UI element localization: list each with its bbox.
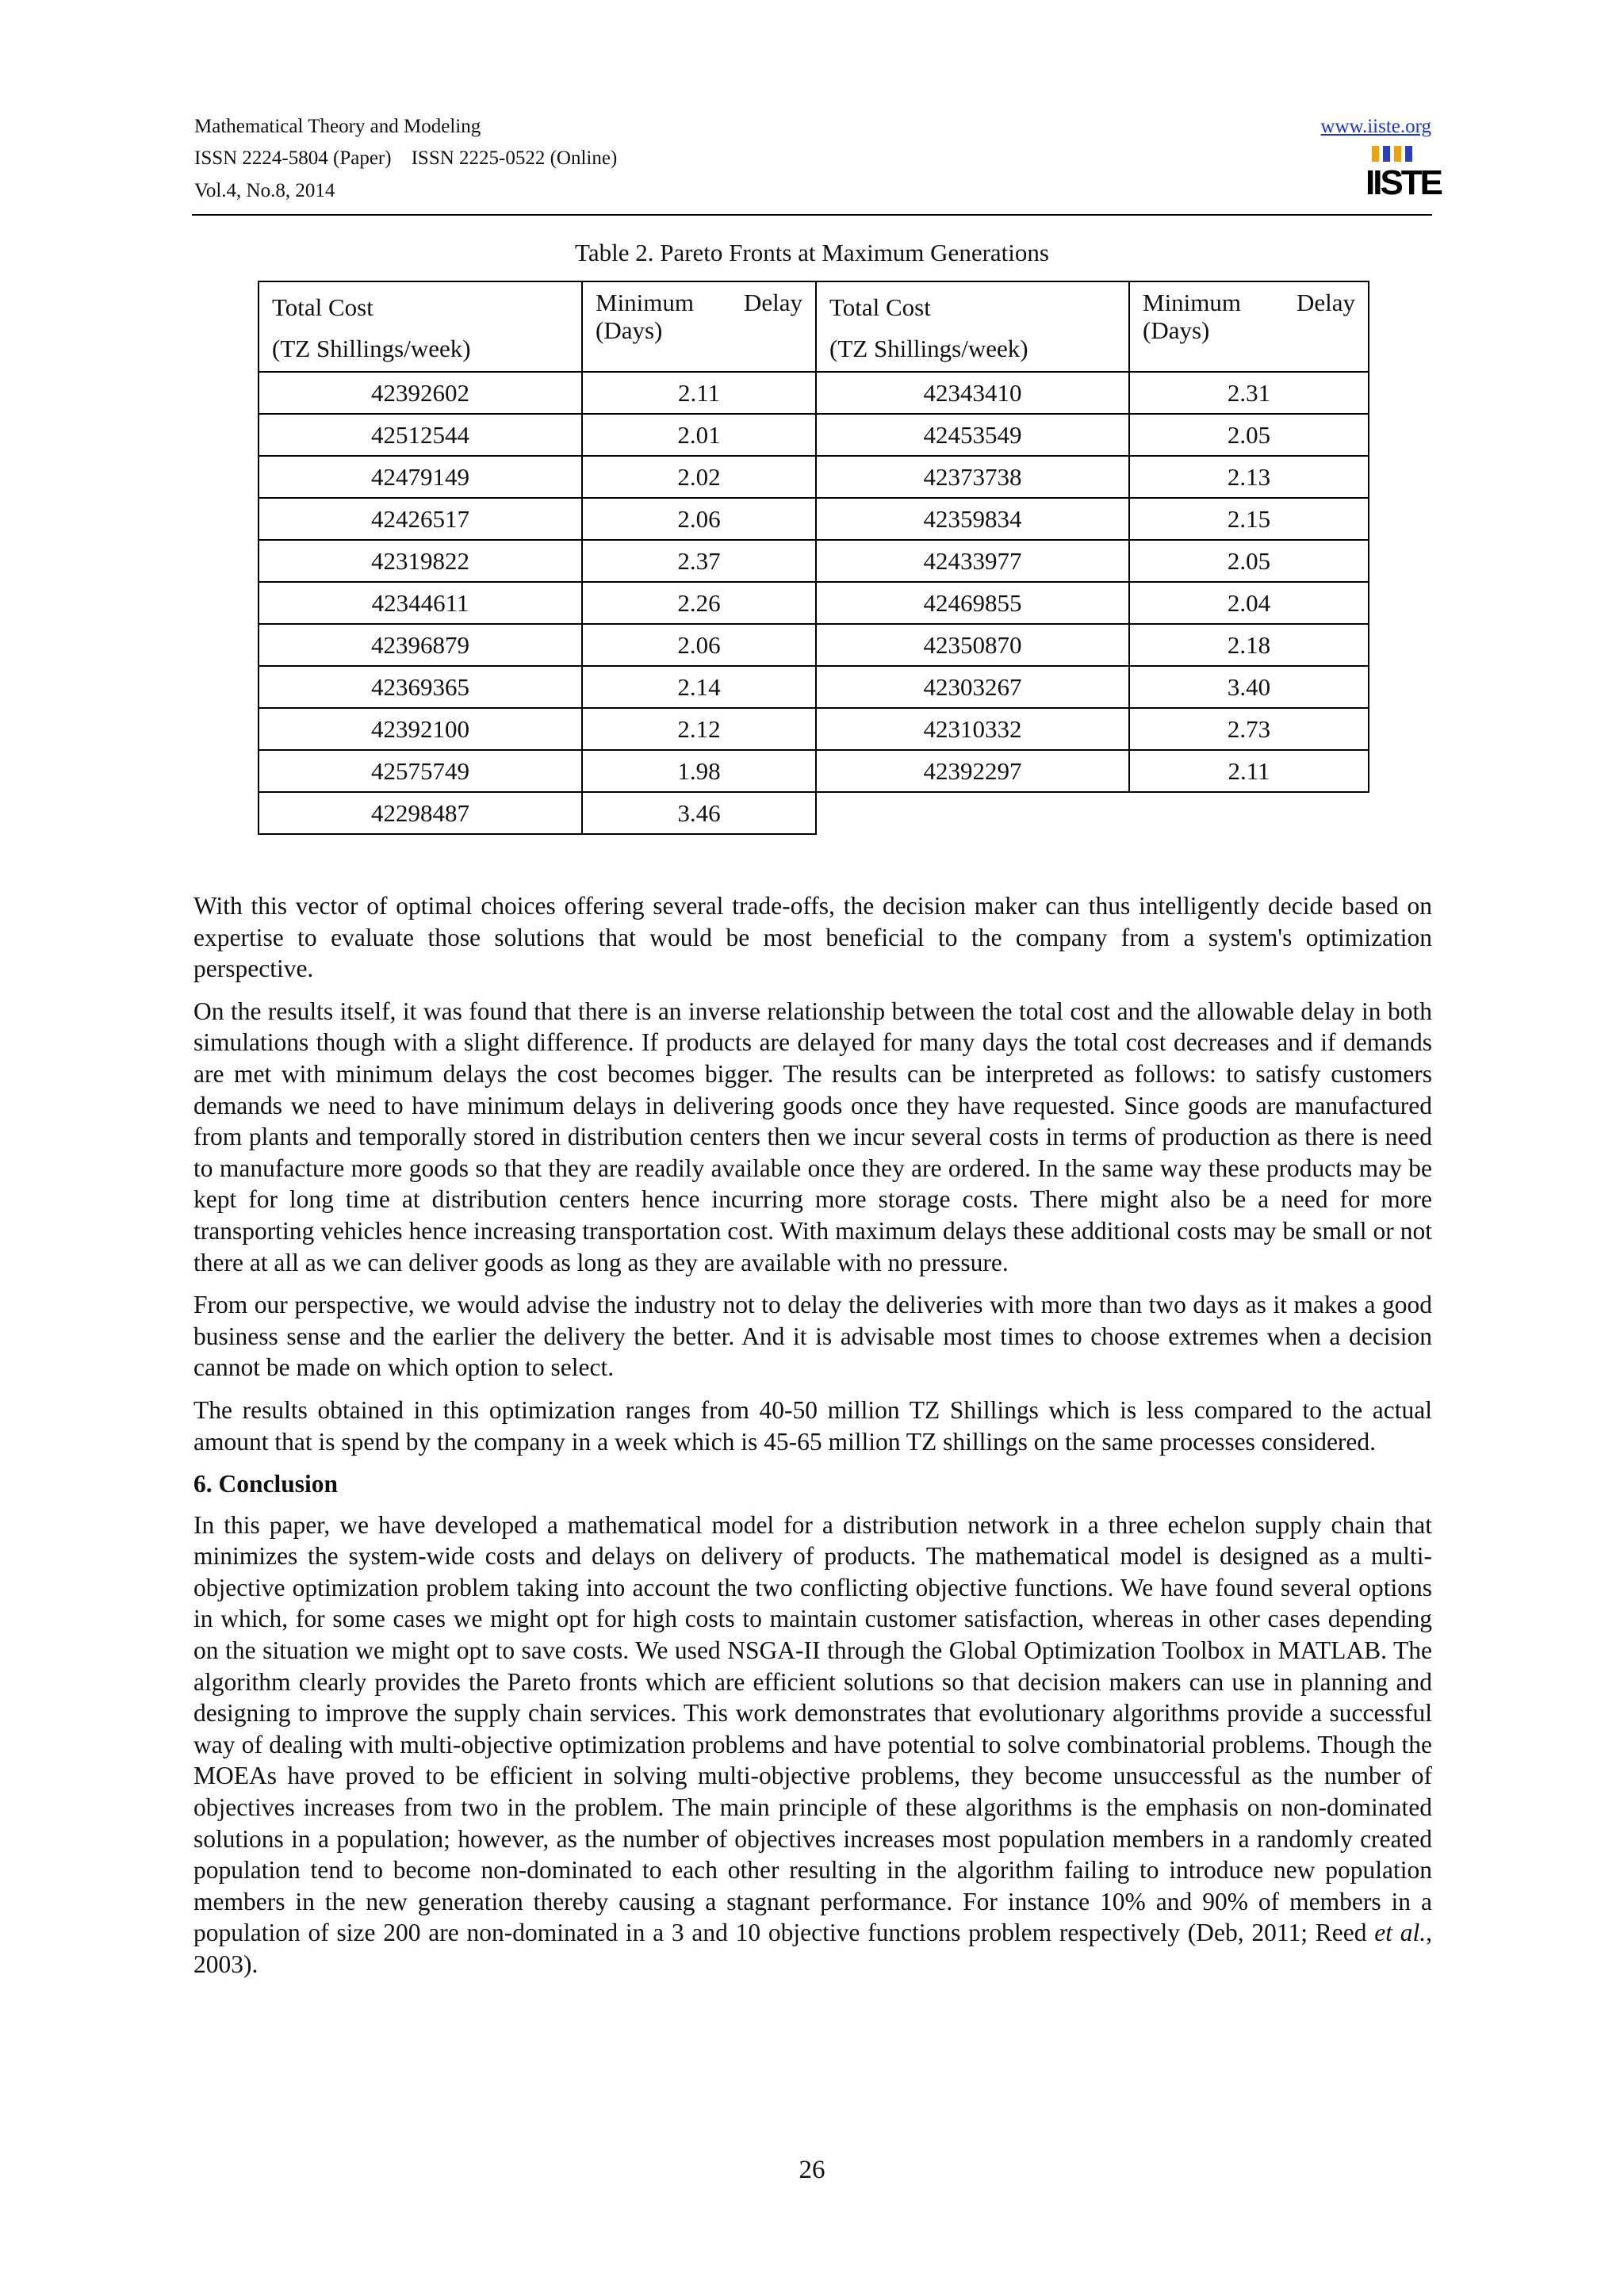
table-row	[259, 456, 1369, 498]
cost-cell: 42392100	[259, 708, 582, 750]
cost-cell: 42359834	[816, 498, 1129, 540]
volume-line: Vol.4, No.8, 2014	[194, 180, 335, 201]
empty-cell	[1129, 792, 1369, 834]
delay-cell: 2.31	[1129, 372, 1369, 414]
header-minimum-delay	[582, 281, 816, 372]
logo-bar	[1394, 146, 1401, 162]
issn-line: ISSN 2224-5804 (Paper) ISSN 2225-0522 (Online)	[194, 147, 618, 169]
cost-cell: 42433977	[816, 540, 1129, 582]
header-total-cost	[259, 281, 582, 372]
delay-cell: 2.11	[1129, 750, 1369, 792]
page-number: 26	[799, 2156, 825, 2184]
table-row	[259, 708, 1369, 750]
table-row	[259, 498, 1369, 540]
iiste-logo	[1365, 143, 1442, 206]
delay-cell: 2.12	[582, 708, 816, 750]
logo-bars	[1372, 146, 1412, 162]
delay-cell: 2.05	[1129, 540, 1369, 582]
cost-cell: 42350870	[816, 624, 1129, 666]
header-delay-word2: Delay	[1296, 289, 1355, 316]
table-row	[259, 540, 1369, 582]
table-row	[259, 624, 1369, 666]
delay-cell: 2.11	[582, 372, 816, 414]
cost-cell: 42469855	[816, 582, 1129, 624]
delay-cell: 2.04	[1129, 582, 1369, 624]
cost-cell: 42298487	[259, 792, 582, 834]
paragraph-tradeoffs: With this vector of optimal choices offering several trade-offs, the decision maker can thus intelligently decide based on expertise to evaluate those solutions that would be most beneficial to the company from a system's optimization perspective.	[193, 892, 1432, 983]
cost-cell: 42369365	[259, 666, 582, 708]
body-text	[193, 890, 1432, 1992]
delay-cell: 2.37	[582, 540, 816, 582]
delay-cell: 3.40	[1129, 666, 1369, 708]
journal-title: Mathematical Theory and Modeling	[194, 116, 481, 137]
conclusion-end: , 2003).	[193, 1919, 1432, 1978]
cost-cell: 42453549	[816, 414, 1129, 456]
delay-cell: 2.01	[582, 414, 816, 456]
delay-cell: 3.46	[582, 792, 816, 834]
delay-cell: 2.02	[582, 456, 816, 498]
cost-cell: 42344611	[259, 582, 582, 624]
cost-cell: 42512544	[259, 414, 582, 456]
cost-cell: 42396879	[259, 624, 582, 666]
delay-cell: 2.18	[1129, 624, 1369, 666]
delay-cell: 2.06	[582, 624, 816, 666]
header-total-cost	[816, 281, 1129, 372]
paragraph-perspective: From our perspective, we would advise the industry not to delay the deliveries with more than two days as it makes a good business sense and the earlier the delivery the better. And it is advisable most times to choose extremes when a decision cannot be made on which option to select.	[193, 1291, 1432, 1382]
conclusion-italic: et al.	[1374, 1919, 1427, 1947]
header-minimum-delay	[1129, 281, 1369, 372]
delay-cell: 2.05	[1129, 414, 1369, 456]
journal-url-link[interactable]: www.iiste.org	[1320, 116, 1431, 137]
cost-cell: 42392297	[816, 750, 1129, 792]
table-row	[259, 750, 1369, 792]
logo-bar	[1405, 146, 1412, 162]
table-header-row	[259, 281, 1369, 372]
delay-cell: 2.26	[582, 582, 816, 624]
cost-cell: 42343410	[816, 372, 1129, 414]
header-cost-line1: Total Cost	[272, 293, 373, 321]
table-row	[259, 666, 1369, 708]
logo-bar	[1372, 146, 1379, 162]
cost-cell: 42373738	[816, 456, 1129, 498]
header-delay-word1: Minimum	[1143, 289, 1242, 316]
cost-cell: 42479149	[259, 456, 582, 498]
table-row	[259, 792, 1369, 834]
section-heading-conclusion: 6. Conclusion	[193, 1470, 339, 1498]
logo-text: IISTE	[1365, 163, 1442, 202]
delay-cell: 2.13	[1129, 456, 1369, 498]
header-delay-line2: (Days)	[596, 316, 663, 344]
conclusion-text: In this paper, we have developed a mathematical model for a distribution network in a three echelon supply chain that minimizes the system-wide costs and delays on delivery of products. The mathematical model is designed as a multi-objective optimization problem taking into account the two conflicting objective functions. We have found several options in which, for some cases we might opt for high costs to maintain customer satisfaction, whereas in other cases depending on the situation we might opt to save costs. We used NSGA-II through the Global Optimization Toolbox in MATLAB. The algorithm clearly provides the Pareto fronts which are efficient solutions so that decision makers can use in planning and designing to improve the supply chain services. This work demonstrates that evolutionary algorithms provide a successful way of dealing with multi-objective optimization problems and have potential to solve combinatorial problems. Though the MOEAs have proved to be efficient in solving multi-objective problems, they become unsuccessful as the number of objectives increases from two in the problem. The main principle of these algorithms is the emphasis on non-dominated solutions in a population; however, as the number of objectives increases most population members in a randomly created population tend to become non-dominated to each other resulting in the algorithm failing to introduce new population members in the new generation thereby causing a stagnant performance. For instance 10% and 90% of members in a population of size 200 are non-dominated in a 3 and 10 objective functions problem respectively (Deb, 2011; Reed	[193, 1510, 1432, 1947]
delay-cell: 2.15	[1129, 498, 1369, 540]
cost-cell: 42310332	[816, 708, 1129, 750]
delay-cell: 2.06	[582, 498, 816, 540]
header-cost-line1: Total Cost	[829, 293, 931, 321]
header-cost-line2: (TZ Shillings/week)	[272, 335, 471, 362]
paragraph-results: On the results itself, it was found that there is an inverse relationship between the total cost and the allowable delay in both simulations though with a slight difference. If products are delayed for many days the total cost decreases and if demands are met with minimum delays the cost becomes bigger. The results can be interpreted as follows: to satisfy customers demands we need to have minimum delays in delivering goods once they have requested. Since goods are manufactured from plants and temporally stored in distribution centers then we incur several costs in terms of production as there is need to manufacture more goods so that they are readily available once they are ordered. In the same way these products may be kept for long time at distribution centers hence incurring more storage costs. There might also be a need for more transporting vehicles hence increasing transportation cost. With maximum delays these additional costs may be small or not there at all as we can deliver goods as long as they are available with no pressure.	[193, 997, 1432, 1276]
delay-cell: 2.14	[582, 666, 816, 708]
header-delay-line2: (Days)	[1143, 316, 1210, 344]
paragraph-cost-range: The results obtained in this optimization ranges from 40-50 million TZ Shillings which is less compared to the actual amount that is spend by the company in a week which is 45-65 million TZ shillings on the same processes considered.	[193, 1395, 1432, 1456]
logo-bar	[1383, 146, 1390, 162]
table-caption: Table 2. Pareto Fronts at Maximum Generations	[575, 239, 1049, 266]
table-row	[259, 582, 1369, 624]
empty-cell	[816, 792, 1129, 834]
table-row	[259, 414, 1369, 456]
cost-cell: 42426517	[259, 498, 582, 540]
cost-cell: 42303267	[816, 666, 1129, 708]
delay-cell: 1.98	[582, 750, 816, 792]
header-cost-line2: (TZ Shillings/week)	[829, 335, 1028, 362]
cost-cell: 42575749	[259, 750, 582, 792]
cost-cell: 42319822	[259, 540, 582, 582]
header-delay-word1: Minimum	[596, 289, 695, 316]
delay-cell: 2.73	[1129, 708, 1369, 750]
header-divider	[192, 214, 1432, 216]
header-delay-word2: Delay	[743, 289, 802, 316]
cost-cell: 42392602	[259, 372, 582, 414]
paragraph-conclusion	[193, 1510, 1432, 1980]
pareto-table	[258, 281, 1369, 835]
table-row	[259, 372, 1369, 414]
